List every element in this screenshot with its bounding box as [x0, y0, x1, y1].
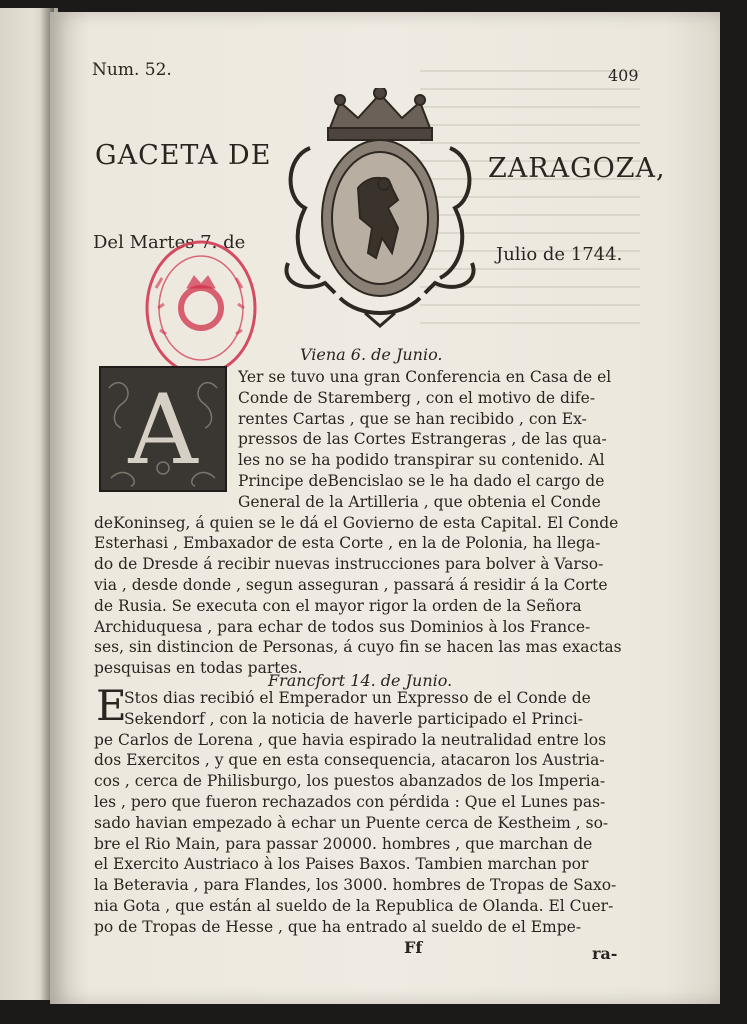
- text-line: de Rusia. Se executa con el mayor rigor la orden de la Señora: [94, 596, 582, 615]
- text-line: nia Gota , que están al sueldo de la Republica de Olanda. El Cuer-: [94, 897, 614, 915]
- text-line: General de la Artilleria , que obtenia el Conde: [238, 492, 601, 511]
- text-line: les , pero que fueron rechazados con pérdida : Que el Lunes pas-: [94, 793, 606, 811]
- text-line: rentes Cartas , que se han recibido , con Ex-: [238, 409, 587, 428]
- text-line: do de Dresde á recibir nuevas instrucciones para bolver à Varso-: [94, 555, 604, 574]
- signature-mark: Ff: [404, 938, 423, 957]
- issue-date-left: Del Martes 7. de: [93, 232, 246, 253]
- text-line: Esterhasi , Embaxador de esta Corte , en la de Polonia, ha llega-: [94, 534, 601, 553]
- text-line: les no se ha podido transpirar su contenido. Al: [238, 451, 605, 470]
- page-number: 409: [608, 66, 639, 85]
- text-line: pe Carlos de Lorena , que havia espirado la neutralidad entre los: [94, 730, 607, 749]
- text-line: Principe deBencislao se le ha dado el cargo de: [238, 472, 605, 490]
- text-line: Yer se tuvo una gran Conferencia en Casa de el: [238, 368, 612, 386]
- text-line: pressos de las Cortes Estrangeras , de las qua-: [238, 430, 607, 449]
- coat-of-arms-icon: [280, 88, 480, 328]
- text-line: dos Exercitos , y que en esta consequencia, atacaron los Austria-: [94, 751, 605, 770]
- text-line: Archiduquesa , para echar de todos sus Dominios à los France-: [94, 617, 591, 636]
- text-line: sado havian empezado à echar un Puente cerca de Kestheim , so-: [94, 813, 609, 832]
- text-line: po de Tropas de Hesse , que ha entrado al sueldo de el Empe-: [94, 917, 582, 936]
- text-line: ses, sin distincion de Personas, á cuyo fin se hacen las mas exactas: [94, 638, 622, 657]
- issue-date-right: Julio de 1744.: [496, 244, 623, 265]
- library-stamp-icon: [142, 238, 260, 378]
- text-line: la Beteravia , para Flandes, los 3000. hombres de Tropas de Saxo-: [94, 876, 617, 895]
- masthead-title-right: ZARAGOZA,: [488, 153, 666, 184]
- masthead-title-left: GACETA DE: [95, 140, 272, 171]
- text-line: pesquisas en todas partes.: [94, 659, 303, 678]
- text-line: Stos dias recibió el Emperador un Expresso de el Conde de: [124, 689, 591, 707]
- text-line: bre el Rio Main, para passar 20000. hombres , que marchan de: [94, 834, 593, 853]
- text-line: Conde de Staremberg , con el motivo de dife-: [238, 388, 596, 407]
- article-initial-e: E: [96, 681, 127, 730]
- text-line: cos , cerca de Philisburgo, los puestos abanzados de los Imperia-: [94, 772, 606, 791]
- text-line: Sekendorf , con la noticia de haverle participado el Princi-: [124, 709, 583, 728]
- text-line: deKoninseg, á quien se le dá el Govierno de esta Capital. El Conde: [94, 513, 619, 532]
- drop-cap-letter: A: [128, 374, 198, 486]
- text-line: el Exercito Austriaco à los Paises Baxos. Tambien marchan por: [94, 855, 589, 874]
- text-line: via , desde donde , segun asseguran , passará á residir á la Corte: [94, 576, 608, 594]
- issue-number: Num. 52.: [92, 60, 172, 80]
- decorated-drop-cap: [99, 366, 227, 492]
- dateline-viena: Viena 6. de Junio.: [300, 345, 443, 364]
- dateline-francfort: Francfort 14. de Junio.: [268, 671, 453, 690]
- catchword: ra-: [592, 944, 618, 963]
